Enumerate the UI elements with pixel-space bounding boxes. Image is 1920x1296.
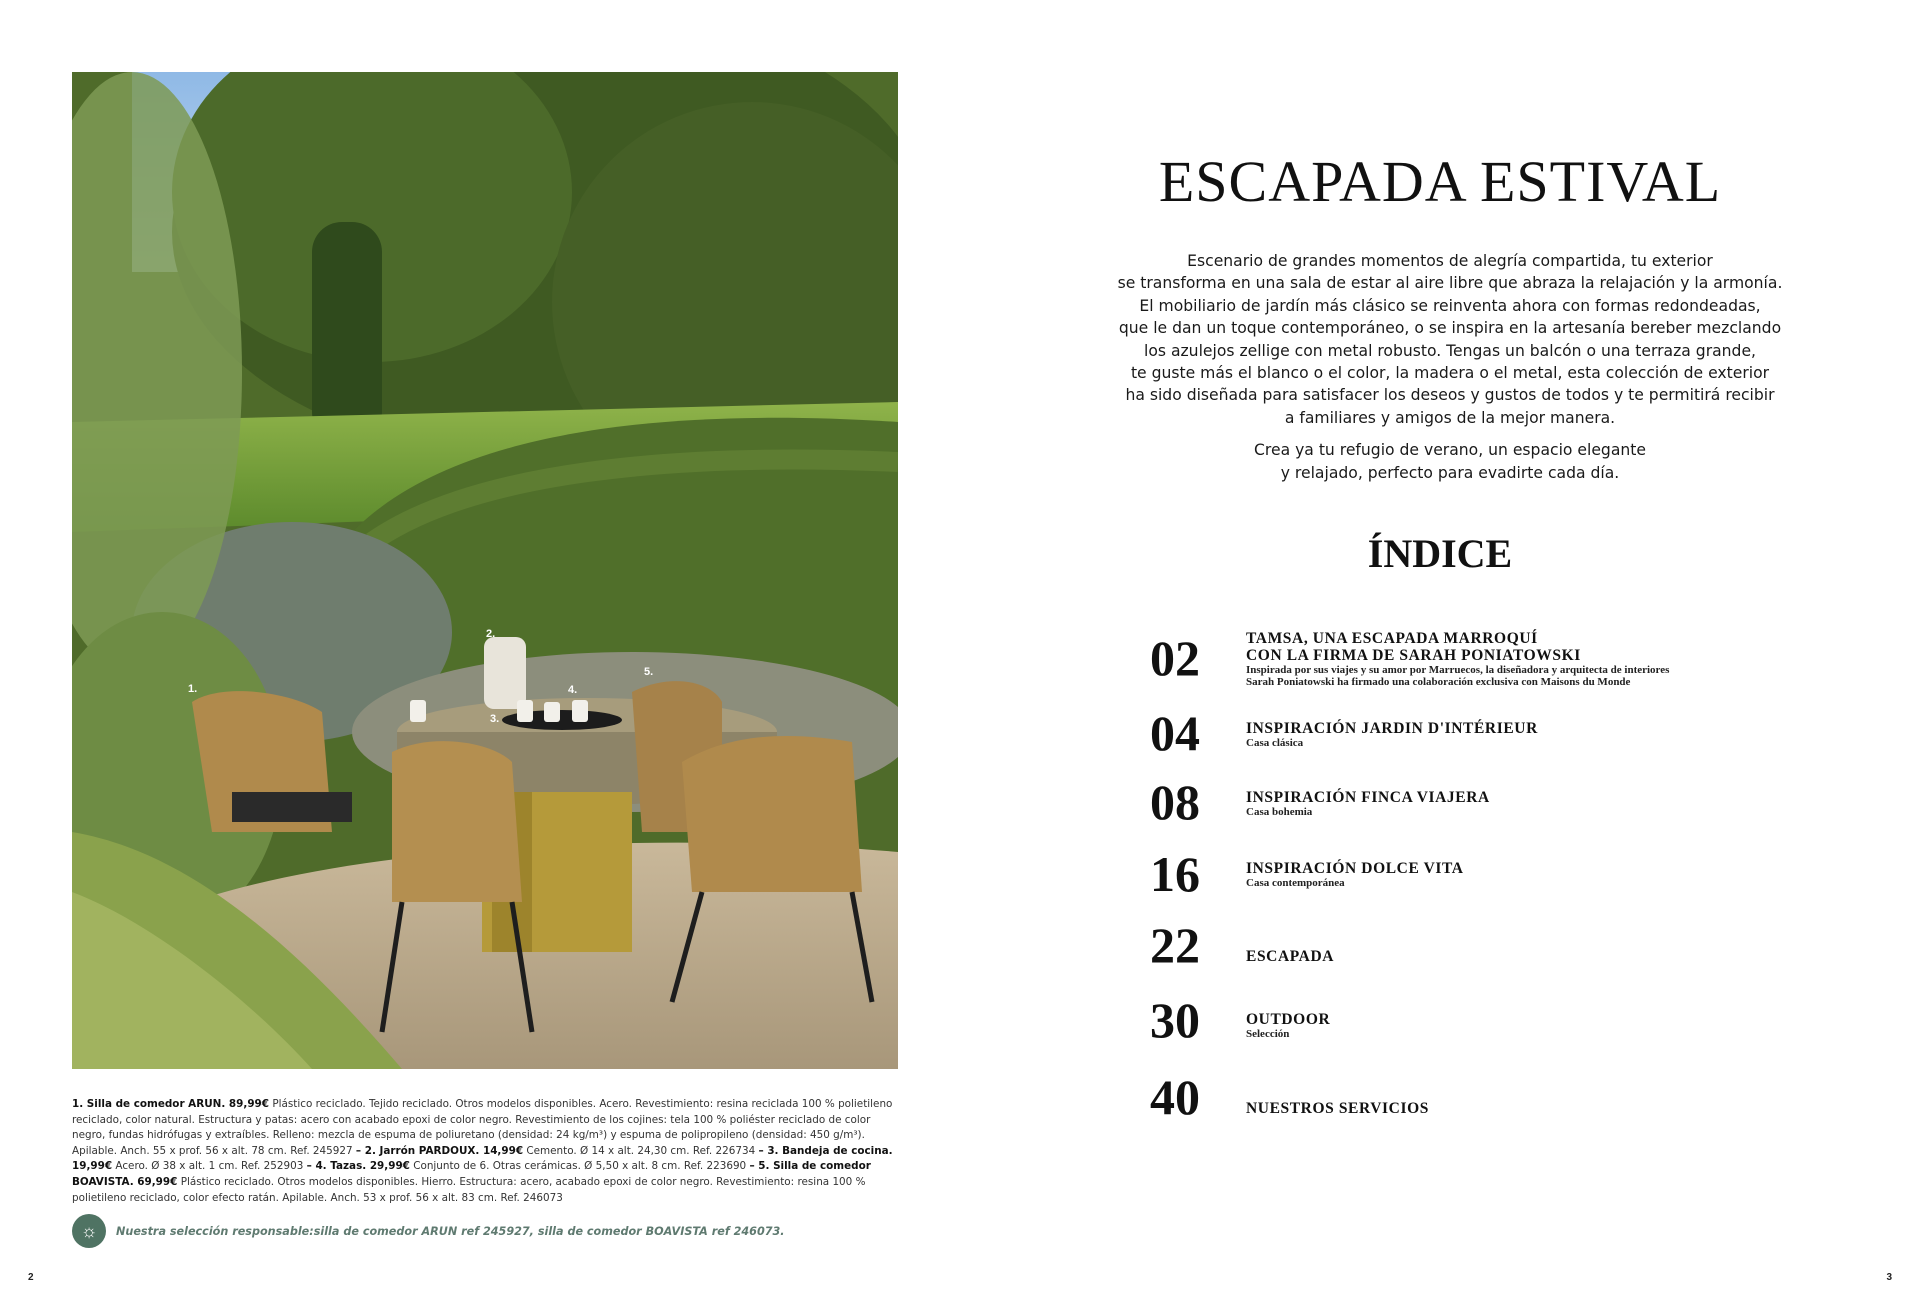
caption-text-1: Plástico reciclado. Tejido reciclado. Otros modelos disponibles. Acero. Revestimiento: resina reciclada 100 % polietileno reciclado, color natural. Estructura y patas: acero con acabado epoxi de color negro. Revestimiento de los cojines: tela 100 % poliéster reciclado de color negro, fundas hidrófugas y extraíbles. Relleno: mezcla de espuma de poliuretano (densidad: 24 kg/m³) y espuma de polipropileno (densidad: 450 g/m³). Apilable. Anch. 55 x prof. 56 x alt. 78 cm. Ref. 245927 — [72, 1098, 893, 1157]
caption-product-5: – 5. Silla de comedor BOAVISTA. 69,99€ — [72, 1160, 871, 1188]
callout-2: 2. — [486, 628, 496, 640]
toc-entry-text — [1246, 789, 1490, 818]
page-title: ESCAPADA ESTIVAL — [1158, 149, 1722, 214]
caption-text-3: Acero. Ø 38 x alt. 1 cm. Ref. 252903 — [112, 1160, 307, 1173]
page-number-right: 3 — [1886, 1272, 1892, 1283]
toc-page-number: 22 — [1150, 917, 1200, 973]
toc-title: NUESTROS SERVICIOS — [1246, 1100, 1429, 1117]
intro-line: y relajado, perfecto para evadirte cada día. — [1280, 463, 1620, 482]
intro-line: a familiares y amigos de la mejor manera. — [1284, 408, 1616, 427]
toc-entry-text — [1246, 1100, 1429, 1117]
right-page — [960, 0, 1920, 1296]
toc-subtitle: Selección — [1246, 1028, 1290, 1040]
caption-product-1: 1. Silla de comedor ARUN. 89,99€ — [72, 1098, 270, 1110]
toc-page-number: 40 — [1150, 1069, 1200, 1125]
callout-3: 3. — [490, 713, 500, 725]
toc-page-number: 30 — [1150, 992, 1200, 1048]
caption-product-4: – 4. Tazas. 29,99€ — [306, 1160, 410, 1173]
caption-text-5: Plástico reciclado. Otros modelos disponibles. Hierro. Estructura: acero, acabado epoxi de color negro. Revestimiento: resina 100 % polietileno reciclado, color efecto ratán. Apilable. Anch. 53 x prof. 56 x alt. 83 cm. Ref. 246073 — [72, 1175, 866, 1204]
toc-page-number: 08 — [1150, 774, 1200, 830]
responsible-selection-note — [72, 1213, 785, 1249]
toc-subtitle: Inspirada por sus viajes y su amor por Marruecos, la diseñadora y arquitecta de interiores — [1246, 664, 1670, 676]
toc-entry-text — [1246, 948, 1334, 965]
product-caption — [72, 1097, 900, 1206]
intro-line: los azulejos zellige con metal robusto. Tengas un balcón o una terraza grande, — [1143, 341, 1757, 360]
globe-leaf-icon: ☼ — [72, 1214, 106, 1248]
toc-subtitle: Casa contemporánea — [1246, 877, 1345, 889]
toc-subtitle: Casa bohemia — [1246, 806, 1313, 818]
page-number-left: 2 — [28, 1272, 34, 1283]
intro-text — [1110, 250, 1790, 494]
callout-4: 4. — [568, 684, 578, 696]
intro-line: Escenario de grandes momentos de alegría compartida, tu exterior — [1187, 252, 1713, 270]
intro-line: que le dan un toque contemporáneo, o se inspira en la artesanía bereber mezclando — [1118, 319, 1782, 338]
garden-scene-illustration — [72, 72, 898, 1069]
toc-subtitle: Sarah Poniatowski ha firmado una colaboración exclusiva con Maisons du Monde — [1246, 676, 1631, 688]
eco-note-text: Nuestra selección responsable:silla de comedor ARUN ref 245927, silla de comedor BOAVISTA ref 246073. — [116, 1224, 785, 1238]
callout-5: 5. — [644, 666, 654, 678]
intro-line: ha sido diseñada para satisfacer los deseos y gustos de todos y te permitirá recibir — [1125, 386, 1775, 405]
toc-entry-text — [1246, 860, 1464, 889]
toc-entry-text — [1246, 630, 1669, 688]
toc-page-number: 04 — [1150, 705, 1200, 761]
garden-photo — [72, 72, 898, 1069]
intro-line: El mobiliario de jardín más clásico se reinventa ahora con formas redondeadas, — [1139, 296, 1761, 315]
caption-text-2: Cemento. Ø 14 x alt. 24,30 cm. Ref. 226734 — [523, 1144, 759, 1157]
caption-product-2: – 2. Jarrón PARDOUX. 14,99€ — [355, 1144, 524, 1157]
toc-page-number: 16 — [1150, 846, 1200, 902]
intro-paragraph-1 — [1110, 250, 1790, 429]
index-title: ÍNDICE — [1367, 531, 1513, 576]
intro-line: se transforma en una sala de estar al aire libre que abraza la relajación y la armonía. — [1117, 274, 1783, 293]
toc-title: CON LA FIRMA DE SARAH PONIATOWSKI — [1246, 647, 1581, 664]
toc-subtitle: Casa clásica — [1246, 737, 1304, 749]
intro-line: Crea ya tu refugio de verano, un espacio elegante — [1254, 441, 1646, 460]
toc-title: TAMSA, UNA ESCAPADA MARROQUÍ — [1246, 630, 1538, 647]
intro-line: te guste más el blanco o el color, la madera o el metal, esta colección de exterior — [1130, 364, 1770, 383]
intro-paragraph-2 — [1110, 439, 1790, 484]
toc-entry-text — [1246, 1011, 1330, 1040]
toc-page-number: 02 — [1150, 630, 1200, 686]
toc-title: ESCAPADA — [1246, 948, 1335, 965]
toc-title: INSPIRACIÓN DOLCE VITA — [1246, 860, 1464, 877]
caption-text-4: Conjunto de 6. Otras cerámicas. Ø 5,50 x alt. 8 cm. Ref. 223690 — [409, 1160, 750, 1173]
callout-1: 1. — [188, 683, 198, 695]
toc-title: OUTDOOR — [1246, 1011, 1331, 1028]
toc-title: INSPIRACIÓN FINCA VIAJERA — [1246, 789, 1490, 806]
caption-product-3: – 3. Bandeja de cocina. 19,99€ — [72, 1144, 893, 1173]
toc-title: INSPIRACIÓN JARDIN D'INTÉRIEUR — [1246, 720, 1538, 737]
toc-entry-text — [1246, 720, 1538, 749]
